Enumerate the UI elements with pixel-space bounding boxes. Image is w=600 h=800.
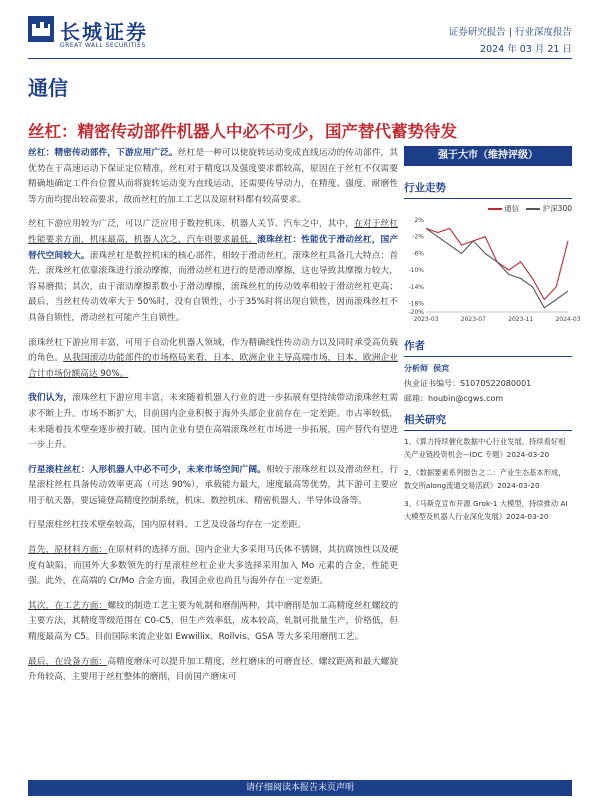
sector-name: 通信: [28, 76, 68, 100]
y-tick-label: -2%: [412, 233, 424, 241]
y-tick-label: -14%: [408, 283, 424, 291]
y-tick-label: -6%: [412, 250, 424, 258]
paragraph-7: [28, 543, 398, 590]
analyst-email[interactable]: 邮箱：houbin@cgws.com: [404, 394, 504, 403]
paragraph-3: [28, 336, 398, 383]
related-list: [404, 436, 572, 523]
report-body: [28, 146, 398, 695]
series-line-telecom: [426, 228, 568, 299]
series-line-hs300: [426, 228, 568, 307]
y-tick-label: -10%: [408, 267, 424, 275]
related-item[interactable]: 3、《马斯克宣布开源 Grok-1 大模型，持续推动 AI 大模型及机器人行业深化发展》2024-03-20: [404, 499, 568, 521]
report-title: 丝杠：精密传动部件机器人中必不可少，国产替代蓄势待发: [28, 122, 457, 141]
lead-text: 滚珠丝杠：性能优于滑动丝杠，国产替代空间较大。: [28, 234, 398, 261]
paragraph-9: [28, 655, 398, 686]
trend-section-title: 行业走势: [404, 180, 572, 199]
y-tick-label: -18%: [408, 300, 424, 308]
underlined-lead: 其次，在工艺方面：: [28, 600, 108, 611]
legend-swatch-hs300: [526, 208, 540, 210]
lead-text: 丝杠：精密传动部件，下游应用广泛。: [28, 148, 178, 158]
report-type: 证券研究报告 | 行业深度报告: [448, 27, 572, 38]
author-section-title: 作者: [404, 338, 572, 357]
y-tick-label: 2%: [414, 217, 424, 224]
related-item[interactable]: 1、《算力持续催化数据中心行业发展，持续看好相关产业链投资机会—IDC 专题》2024-03-20: [404, 437, 566, 459]
body-text: 行星滚柱丝杠技术壁垒较高，国内原材料、工艺及设备均存在一定差距。: [28, 520, 306, 531]
x-tick-label: 2023-03: [413, 316, 439, 323]
paragraph-5: [28, 463, 398, 510]
y-tick-label: -20%: [408, 309, 424, 316]
analyst-name: 侯宾: [433, 364, 450, 373]
related-item[interactable]: 2、《数据要素系列报告之二：产业生态基本形成，数交所along流通交易活跃》2024-03-20: [404, 468, 566, 490]
body-text: 在原材料的选择方面，国内企业大多采用马氏体不锈钢，其抗腐蚀性以及硬度有缺陷，而国外大多数领先的行星滚柱丝杠企业大多选择采用加入 Mo 元素的合金，性能更强。此外，在高端的 Cr/Mo 合金方面，我国企业也尚且与海外存在一定差距。: [28, 545, 398, 587]
chart-legend: [404, 203, 572, 214]
logo-mark-icon: [28, 16, 54, 42]
paragraph-1: [28, 146, 398, 208]
trend-chart: [404, 216, 581, 326]
body-text: 滚珠丝杠下游应用丰富，未来随着机器人行业的进一步拓展有望持续带动滚珠丝杠需求不断上升。市场不断扩大，目前国内企业积极于海外头部企业前存在一定差距。市占率较低，未来随着技术壁垒逐步被打破，国内企业有望在高端滚珠丝杠市场进一步拓展，国产替代有望进一步上升。: [28, 393, 398, 451]
footer-disclaimer: 请仔细阅读本报告末页声明: [28, 780, 572, 796]
paragraph-2: [28, 217, 398, 326]
related-section-title: 相关研究: [404, 412, 572, 431]
x-tick-label: 2023-11: [508, 316, 534, 323]
legend-label-telecom: 通信: [504, 204, 520, 213]
body-text: 螺纹的制造工艺主要为轧制和磨削两种，其中磨削是加工高精度丝杠螺纹的主要方法，其精度等级范围在 C0-C5，但生产效率低，成本较高，轧制可批量生产，价格低，但精度最高为 C5。目前国际来流企业如 Ewwillix、Rollvis、GSA 等大多采用磨削工艺。: [28, 600, 398, 643]
legend-label-hs300: 沪深300: [542, 204, 572, 213]
underlined-lead: 首先，原材料方面：: [28, 545, 108, 556]
body-text: 滚珠丝杠下游应用丰富，可用于自动化机器人领域，作为精确线性传动动力以及同时承受高负载的角色。: [28, 337, 398, 364]
body-text: 丝杠是一种可以使旋转运动变成直线运动的传动部件，其优势在于高速运动下保证定位精准，丝杠对于精度以及强度要求都较高，原因在于丝杠不仅需要精确地确定工件台位置从而将旋转运动变为直线运动，还需要传导动力，在精度、强度、耐磨性等方面均提出较高要求，故而丝杠的加工工艺以及原材料都有较高要求。: [28, 148, 398, 205]
body-text: 丝杠下游应用较为广泛，可以广泛应用于数控机床、机器人关节、汽车之中，其中，: [28, 219, 355, 230]
body-text: 高精度磨床可以提升加工精度，丝杠磨床的可磨直径、螺纹距离和最大螺旋升角较高，主要用于丝杠整体的磨削，目前国产磨床可: [28, 656, 398, 683]
report-date: 2024 年 03 月 21 日: [480, 44, 572, 55]
lead-text: 我们认为，: [28, 393, 73, 404]
underlined-text: 从我国滚动功能部件的市场格局来看，日本、欧洲企业主导高端市场，日本、欧洲企业合计市场份额高达 90%。: [28, 353, 398, 379]
underlined-lead: 最后，在设备方面：: [28, 656, 108, 667]
logo: [28, 10, 208, 52]
header-divider: [28, 58, 572, 59]
paragraph-4: [28, 391, 398, 453]
x-tick-label: 2024-03: [555, 316, 581, 323]
logo-name-cn: 长城证券: [60, 20, 148, 44]
body-text: 相较于滚珠丝杠以及滑动丝杠，行星滚柱丝杠具备传动效率更高（可达 90%），承载能力最大，速度最高等优势，其下游可主要应用于航天器，要远镜登高精度控制系统，机床、数控机床、精密机器人、半导体设备等。: [28, 464, 398, 506]
analyst-line: [404, 361, 572, 376]
legend-swatch-telecom: [488, 208, 502, 210]
analyst-cert: 执业证书编号：S1070522080001: [404, 379, 532, 388]
body-text: 滚珠丝杠是数控机床的核心部件，相较于滑动丝杠，滚珠丝杠具备几大特点：首先，滚珠丝杠依靠滚珠进行滚动摩擦，而滑动丝杠进行的是滑动摩擦，这也导致其摩擦力较大，容易磨损；其次，由于滚动摩擦系数小于滑动摩擦，滚珠丝杠的传动效率相较于滑动丝杠更高；最后，当丝杠传动效率大于 50%时，没有自锁性，小于35%时将出现自锁性，因而滚珠丝杠不具备自锁性，滑动丝杠可能产生自锁性。: [28, 250, 398, 323]
rating-badge: 强于大市（维持评级）: [404, 146, 572, 166]
lead-text: 行星滚柱丝杠：人形机器人中必不可少，未来市场空间广阔。: [28, 464, 266, 475]
x-tick-label: 2023-07: [460, 316, 486, 323]
paragraph-6: [28, 518, 398, 534]
header-info: [449, 24, 572, 58]
logo-name-en: GREAT WALL SECURITIES: [60, 42, 146, 49]
author-info: [404, 361, 572, 406]
sidebar: [404, 146, 581, 529]
underlined-text: 在对于丝杠性能要求方面，机床最高，机器人次之，汽车则要求最低。: [28, 219, 398, 245]
analyst-label: 分析师: [404, 364, 428, 373]
paragraph-8: [28, 599, 398, 646]
